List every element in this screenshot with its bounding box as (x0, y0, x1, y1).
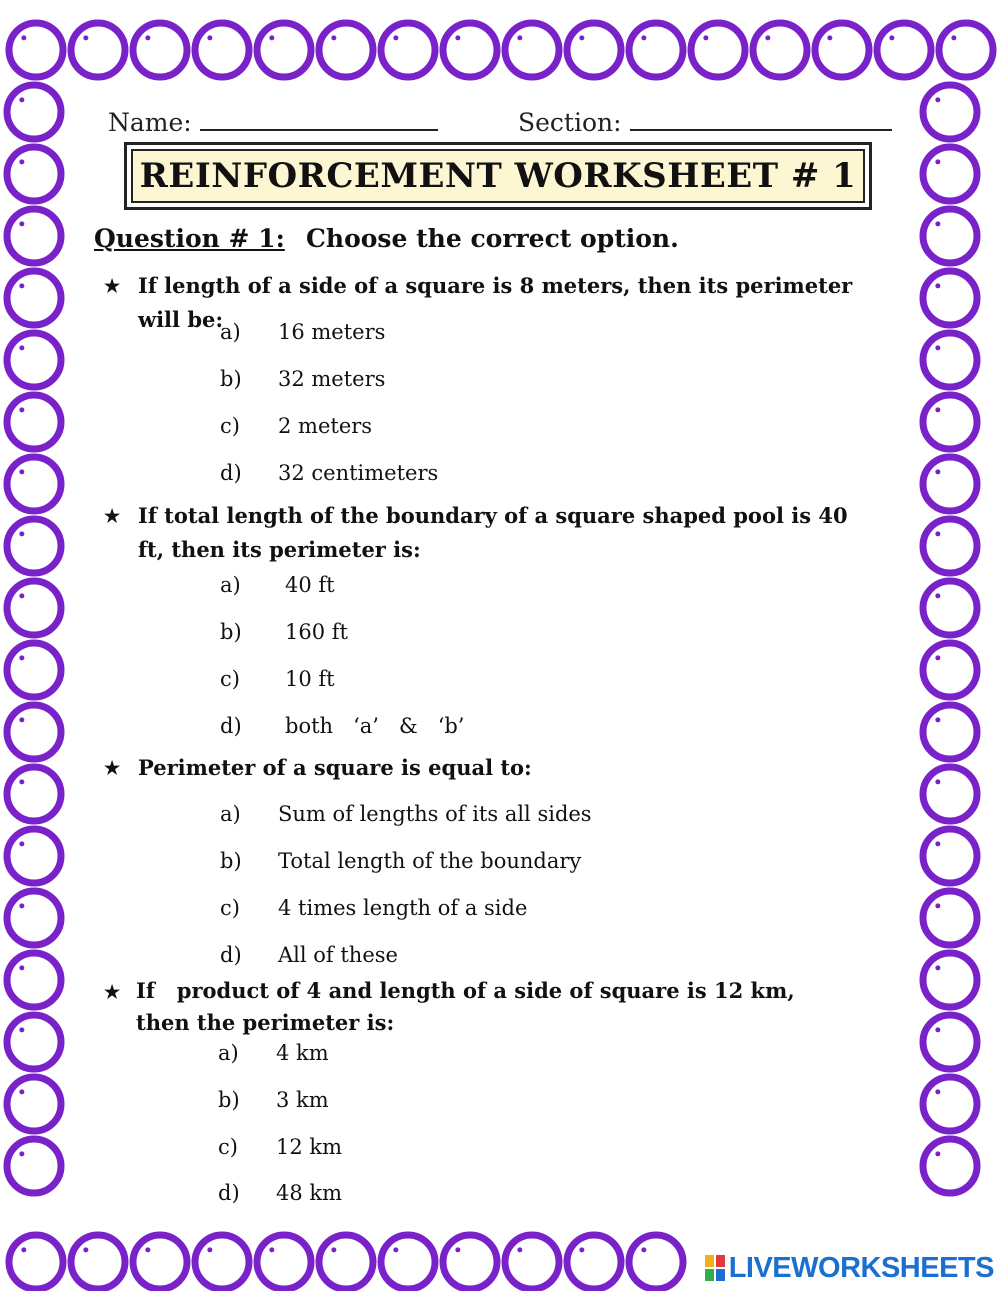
ring-dot (207, 35, 212, 40)
star-icon: ★ (104, 758, 121, 779)
border-ring (443, 23, 497, 77)
ring-dot (935, 345, 940, 350)
border-ring (133, 23, 187, 77)
border-ring (7, 767, 61, 821)
border-ring (257, 23, 311, 77)
border-ring (7, 85, 61, 139)
option-letter: d) (220, 714, 242, 738)
ring-dot (19, 1027, 24, 1032)
border-ring (815, 23, 869, 77)
border-ring (923, 1139, 977, 1193)
ring-dot (19, 965, 24, 970)
border-ring (7, 1015, 61, 1069)
border-ring (923, 147, 977, 201)
ring-dot (19, 97, 24, 102)
border-ring (71, 23, 125, 77)
ring-dot (331, 35, 336, 40)
border-ring (9, 1235, 63, 1289)
liveworksheets-logo-icon (705, 1255, 725, 1281)
ring-dot (21, 1247, 26, 1252)
ring-dot (935, 407, 940, 412)
name-label: Name: (108, 108, 192, 137)
option-letter: b) (220, 620, 242, 644)
border-ring (923, 457, 977, 511)
ring-dot (19, 531, 24, 536)
border-ring (629, 1235, 683, 1289)
ring-dot (455, 1247, 460, 1252)
option-text[interactable]: 32 centimeters (278, 461, 439, 485)
border-ring (7, 333, 61, 387)
border-ring (195, 1235, 249, 1289)
border-ring (7, 705, 61, 759)
worksheet-title: REINFORCEMENT WORKSHEET # 1 (139, 156, 857, 196)
ring-dot (19, 1151, 24, 1156)
border-ring (939, 23, 993, 77)
ring-dot (19, 1089, 24, 1094)
ring-dot (19, 593, 24, 598)
ring-dot (207, 1247, 212, 1252)
border-ring (923, 271, 977, 325)
ring-dot (703, 35, 708, 40)
option-letter: a) (220, 802, 241, 826)
border-ring (923, 643, 977, 697)
option-letter: b) (220, 849, 242, 873)
option-text[interactable]: All of these (278, 943, 398, 967)
section-field[interactable] (518, 108, 892, 137)
border-ring (7, 271, 61, 325)
ring-dot (19, 779, 24, 784)
ring-dot (935, 903, 940, 908)
ring-dot (21, 35, 26, 40)
border-ring (923, 1077, 977, 1131)
star-icon: ★ (104, 276, 121, 297)
border-ring (7, 147, 61, 201)
ring-dot (145, 1247, 150, 1252)
ring-dot (935, 531, 940, 536)
question-stem: Perimeter of a square is equal to: (138, 755, 532, 780)
ring-dot (19, 407, 24, 412)
ring-dot (331, 1247, 336, 1252)
border-ring (195, 23, 249, 77)
option-text[interactable]: Total length of the boundary (278, 849, 582, 873)
option-letter: b) (218, 1088, 240, 1112)
border-ring (923, 85, 977, 139)
ring-dot (393, 35, 398, 40)
ring-dot (19, 159, 24, 164)
title-inner (131, 149, 865, 203)
border-ring (753, 23, 807, 77)
ring-dot (19, 841, 24, 846)
option-letter: d) (218, 1181, 240, 1205)
ring-dot (145, 35, 150, 40)
question-stem: If length of a side of a square is 8 meters, then its perimeter will be: (138, 273, 853, 332)
ring-dot (517, 35, 522, 40)
ring-dot (827, 35, 832, 40)
border-ring (7, 457, 61, 511)
border-ring (7, 1139, 61, 1193)
border-ring (567, 1235, 621, 1289)
border-ring (923, 891, 977, 945)
border-ring (7, 209, 61, 263)
border-ring (7, 891, 61, 945)
watermark-text: LIVEWORKSHEETS (728, 1251, 994, 1284)
star-icon: ★ (104, 506, 121, 527)
ring-dot (641, 35, 646, 40)
ring-dot (935, 97, 940, 102)
question-instruction: Choose the correct option. (306, 224, 679, 253)
option-letter: c) (220, 414, 240, 438)
option-text[interactable]: 16 meters (278, 320, 386, 344)
border-ring (505, 23, 559, 77)
option-text[interactable]: 4 times length of a side (278, 896, 528, 920)
border-ring (319, 23, 373, 77)
option-text[interactable]: 10 ft (285, 667, 335, 691)
border-ring (443, 1235, 497, 1289)
border-ring (923, 333, 977, 387)
border-ring (923, 581, 977, 635)
option-text[interactable]: 4 km (276, 1041, 329, 1065)
border-ring (381, 23, 435, 77)
border-ring (71, 1235, 125, 1289)
border-ring (877, 23, 931, 77)
border-ring (7, 829, 61, 883)
ring-dot (579, 1247, 584, 1252)
border-ring (923, 395, 977, 449)
ring-dot (19, 469, 24, 474)
option-letter: a) (220, 320, 241, 344)
option-letter: c) (220, 896, 240, 920)
border-ring (923, 829, 977, 883)
ring-dot (935, 655, 940, 660)
border-ring (257, 1235, 311, 1289)
option-text[interactable]: 40 ft (285, 573, 335, 597)
border-ring (567, 23, 621, 77)
ring-dot (935, 159, 940, 164)
option-letter: b) (220, 367, 242, 391)
option-text[interactable]: 12 km (276, 1135, 343, 1159)
border-ring (7, 953, 61, 1007)
ring-dot (83, 1247, 88, 1252)
ring-dot (889, 35, 894, 40)
ring-dot (269, 35, 274, 40)
ring-dot (19, 345, 24, 350)
border-ring (7, 519, 61, 573)
option-text[interactable]: 32 meters (278, 367, 386, 391)
border-ring (691, 23, 745, 77)
ring-dot (269, 1247, 274, 1252)
ring-dot (641, 1247, 646, 1252)
border-ring (7, 581, 61, 635)
option-letter: d) (220, 943, 242, 967)
border-ring (923, 953, 977, 1007)
ring-dot (19, 717, 24, 722)
ring-dot (393, 1247, 398, 1252)
option-letter: c) (220, 667, 240, 691)
option-text[interactable]: 160 ft (285, 620, 348, 644)
border-ring (923, 519, 977, 573)
ring-dot (19, 283, 24, 288)
ring-dot (455, 35, 460, 40)
border-ring (923, 1015, 977, 1069)
border-ring (923, 209, 977, 263)
option-letter: d) (220, 461, 242, 485)
option-text[interactable]: 2 meters (278, 414, 373, 438)
ring-dot (935, 1027, 940, 1032)
border-ring (923, 705, 977, 759)
option-text[interactable]: 48 km (276, 1181, 343, 1205)
ring-dot (935, 965, 940, 970)
ring-dot (935, 779, 940, 784)
border-ring (7, 395, 61, 449)
option-letter: c) (218, 1135, 238, 1159)
border-ring (505, 1235, 559, 1289)
border-ring (7, 643, 61, 697)
ring-dot (19, 903, 24, 908)
ring-dot (935, 469, 940, 474)
option-text[interactable]: 3 km (276, 1088, 329, 1112)
ring-dot (935, 1089, 940, 1094)
question-stem: If total length of the boundary of a square shaped pool is 40 ft, then its perimeter is: (138, 503, 848, 562)
ring-dot (935, 717, 940, 722)
ring-dot (579, 35, 584, 40)
border-ring (7, 1077, 61, 1131)
section-label: Section: (518, 108, 622, 137)
ring-dot (19, 655, 24, 660)
ring-dot (935, 1151, 940, 1156)
liveworksheets-logo (705, 1250, 994, 1286)
ring-dot (935, 593, 940, 598)
ring-dot (19, 221, 24, 226)
question-label: Question # 1: (94, 224, 285, 253)
border-ring (381, 1235, 435, 1289)
star-icon: ★ (104, 982, 121, 1003)
option-letter: a) (220, 573, 241, 597)
title-box (124, 142, 872, 210)
ring-dot (951, 35, 956, 40)
option-letter: a) (218, 1041, 239, 1065)
border-ring (9, 23, 63, 77)
ring-dot (935, 283, 940, 288)
ring-dot (517, 1247, 522, 1252)
name-field[interactable] (108, 108, 438, 137)
border-ring (133, 1235, 187, 1289)
ring-dot (935, 841, 940, 846)
option-text[interactable]: Sum of lengths of its all sides (278, 802, 592, 826)
border-ring (629, 23, 683, 77)
ring-dot (83, 35, 88, 40)
border-ring (923, 767, 977, 821)
option-text[interactable]: both ‘a’ & ‘b’ (285, 714, 465, 738)
section-blank[interactable] (630, 109, 892, 131)
ring-dot (935, 221, 940, 226)
ring-dot (765, 35, 770, 40)
question-stem: If product of 4 and length of a side of square is 12 km, then the perimeter is: (136, 978, 802, 1035)
border-ring (319, 1235, 373, 1289)
name-blank[interactable] (200, 109, 438, 131)
